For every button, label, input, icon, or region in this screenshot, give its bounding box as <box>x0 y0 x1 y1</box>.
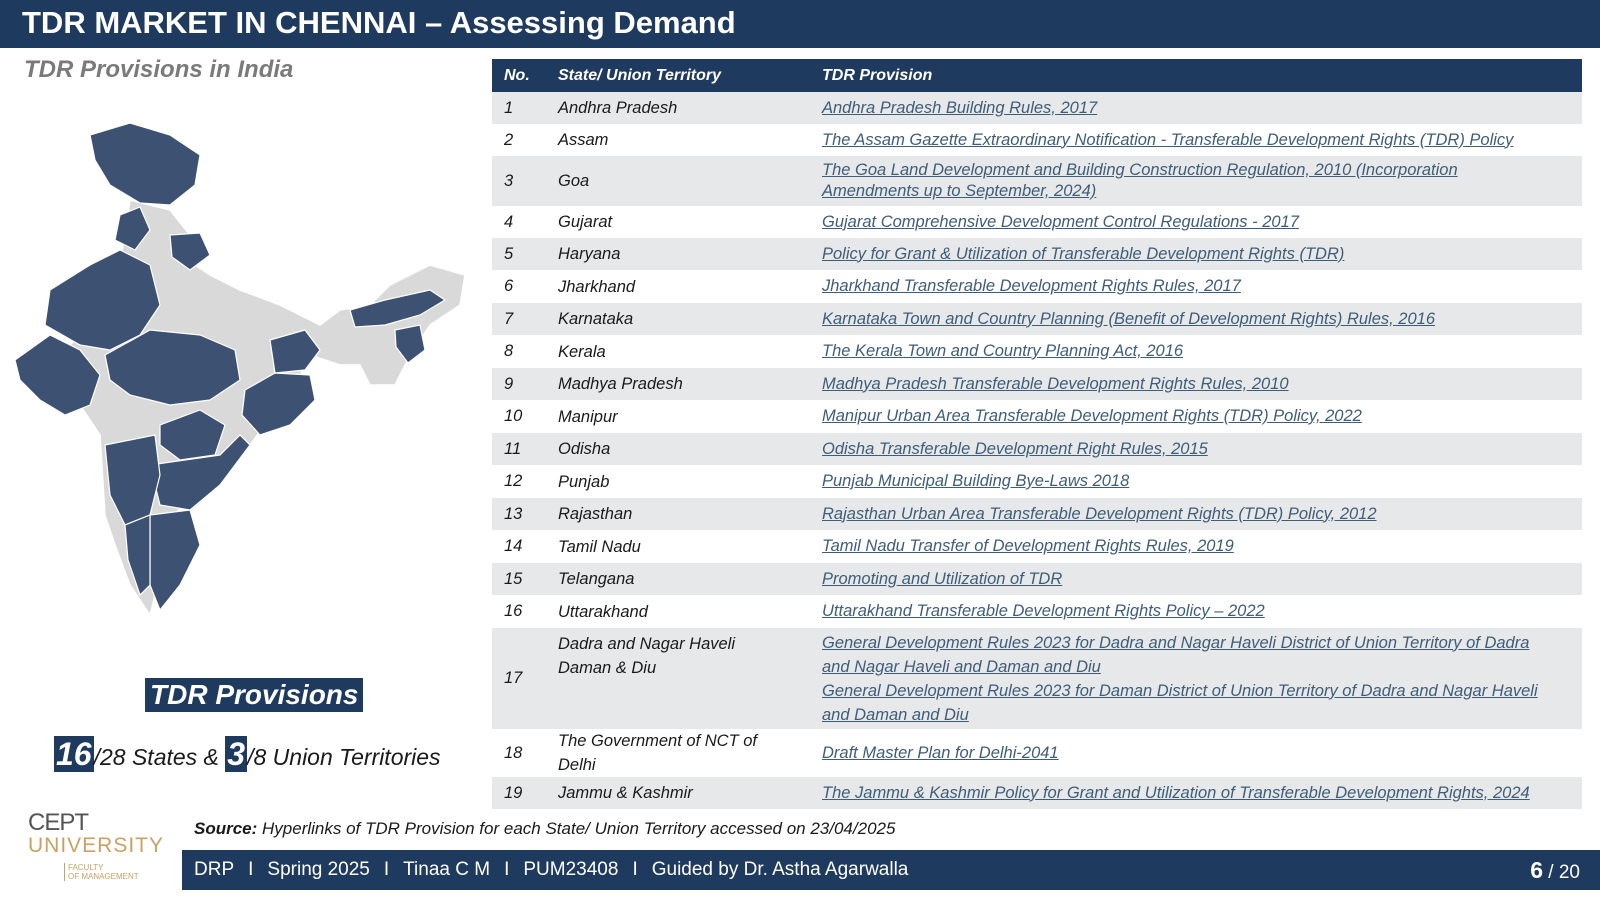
row-number: 13 <box>492 498 546 530</box>
state-name: Daman & Diu <box>558 659 657 677</box>
logo-faculty <box>64 863 139 881</box>
row-provision <box>810 92 1582 124</box>
row-provision <box>810 368 1582 400</box>
row-number: 12 <box>492 465 546 498</box>
table-row <box>492 156 1582 206</box>
title-bar <box>0 0 1600 48</box>
coverage-summary <box>54 736 441 773</box>
row-number: 14 <box>492 530 546 563</box>
row-number: 15 <box>492 563 546 595</box>
provision-link[interactable]: Gujarat Comprehensive Development Control Regulations - 2017 <box>822 212 1299 231</box>
page-total: / 20 <box>1543 862 1580 883</box>
provision-link[interactable]: Tamil Nadu Transfer of Development Rights Rules, 2019 <box>822 537 1234 555</box>
footer-separator: I <box>248 859 254 880</box>
row-provision <box>810 465 1582 498</box>
row-provision <box>810 498 1582 530</box>
row-provision <box>810 433 1582 465</box>
state-name: Haryana <box>558 245 621 263</box>
row-state <box>546 628 810 729</box>
row-state <box>546 563 810 595</box>
states-count: 16 <box>56 736 92 772</box>
provision-link[interactable]: General Development Rules 2023 for Daman District of Union Territory of Dadra and Nagar Haveli <box>822 681 1538 700</box>
source-label: Source: <box>194 819 258 838</box>
table-row <box>492 628 1582 729</box>
state-name: Jharkhand <box>558 277 636 296</box>
slide-title: TDR MARKET IN CHENNAI – Assessing Demand <box>22 5 736 40</box>
row-state <box>546 92 810 124</box>
row-provision <box>810 563 1582 595</box>
state-name: Rajasthan <box>558 505 633 523</box>
state-name: Tamil Nadu <box>558 537 641 556</box>
row-provision <box>810 124 1582 156</box>
provision-link[interactable]: Policy for Grant & Utilization of Transferable Development Rights (TDR) <box>822 244 1345 263</box>
table-row <box>492 498 1582 530</box>
provision-link[interactable]: The Assam Gazette Extraordinary Notification - Transferable Development Rights (TDR) Policy <box>822 130 1514 149</box>
footer-separator: I <box>504 859 510 880</box>
row-number: 2 <box>492 124 546 156</box>
col-header-state: State/ Union Territory <box>546 59 810 92</box>
table-row <box>492 270 1582 303</box>
state-name: Uttarakhand <box>558 602 648 621</box>
provision-link[interactable]: Odisha Transferable Development Right Rules, 2015 <box>822 439 1208 458</box>
row-number: 4 <box>492 206 546 238</box>
provision-link[interactable]: Andhra Pradesh Building Rules, 2017 <box>822 98 1098 117</box>
row-number: 9 <box>492 368 546 400</box>
tdr-provisions-label: TDR Provisions <box>145 678 363 712</box>
logo-line1: CEPT <box>28 809 89 836</box>
footer-item: PUM23408 <box>523 859 619 880</box>
provision-link[interactable]: Manipur Urban Area Transferable Development Rights (TDR) Policy, 2022 <box>822 407 1362 425</box>
row-number: 8 <box>492 335 546 368</box>
map-region-tamil-nadu <box>150 510 200 610</box>
table-row <box>492 777 1582 809</box>
tdr-provisions-table <box>492 59 1582 809</box>
table-row <box>492 303 1582 335</box>
row-number: 17 <box>492 628 546 729</box>
row-state <box>546 400 810 433</box>
provision-link[interactable]: Punjab Municipal Building Bye-Laws 2018 <box>822 472 1130 490</box>
state-name: The Government of NCT of Delhi <box>558 732 757 774</box>
state-name: Jammu & Kashmir <box>558 784 693 802</box>
provision-link[interactable]: Madhya Pradesh Transferable Development Rights Rules, 2010 <box>822 374 1289 393</box>
provision-link[interactable]: The Kerala Town and Country Planning Act, 2016 <box>822 342 1184 360</box>
row-number: 19 <box>492 777 546 809</box>
row-state <box>546 270 810 303</box>
table-row <box>492 563 1582 595</box>
table-row <box>492 124 1582 156</box>
provision-link[interactable]: Promoting and Utilization of TDR <box>822 569 1063 588</box>
state-name: Assam <box>558 131 609 149</box>
row-state <box>546 124 810 156</box>
row-number: 16 <box>492 595 546 628</box>
row-state <box>546 530 810 563</box>
footer-bar <box>182 850 1600 890</box>
states-text: /28 States & <box>93 744 226 770</box>
provision-link[interactable]: and Nagar Haveli and Daman and Diu <box>822 657 1101 676</box>
state-name: Madhya Pradesh <box>558 375 683 393</box>
table-row <box>492 729 1582 777</box>
row-state <box>546 368 810 400</box>
source-text: Hyperlinks of TDR Provision for each State/ Union Territory accessed on 23/04/2025 <box>257 819 896 838</box>
state-name: Telangana <box>558 570 635 588</box>
row-state <box>546 465 810 498</box>
row-number: 5 <box>492 238 546 270</box>
state-name: Manipur <box>558 407 618 426</box>
row-state <box>546 335 810 368</box>
table-row <box>492 530 1582 563</box>
state-name: Gujarat <box>558 213 613 231</box>
row-provision <box>810 335 1582 368</box>
provision-link[interactable]: Jharkhand Transferable Development Rights Rules, 2017 <box>822 277 1241 295</box>
table-row <box>492 595 1582 628</box>
row-number: 18 <box>492 729 546 777</box>
page-current: 6 <box>1530 857 1544 883</box>
row-provision <box>810 270 1582 303</box>
footer-item: Tinaa C M <box>403 859 491 880</box>
row-provision <box>810 628 1582 729</box>
state-name: Kerala <box>558 342 606 361</box>
footer-item: Spring 2025 <box>267 859 370 880</box>
row-provision <box>810 729 1582 777</box>
provision-link[interactable]: Draft Master Plan for Delhi-2041 <box>822 743 1059 762</box>
table-row <box>492 368 1582 400</box>
row-provision <box>810 206 1582 238</box>
row-state <box>546 156 810 206</box>
provision-link[interactable]: Uttarakhand Transferable Development Rights Policy – 2022 <box>822 602 1265 620</box>
state-name: Odisha <box>558 440 611 458</box>
table-row <box>492 400 1582 433</box>
row-provision <box>810 238 1582 270</box>
row-state <box>546 238 810 270</box>
row-state <box>546 433 810 465</box>
provision-link[interactable]: The Jammu & Kashmir Policy for Grant and Utilization of Transferable Development Rights, 2024 <box>822 783 1530 802</box>
provision-link[interactable]: Rajasthan Urban Area Transferable Development Rights (TDR) Policy, 2012 <box>822 504 1377 523</box>
row-number: 1 <box>492 92 546 124</box>
provision-link[interactable]: and Daman and Diu <box>822 705 969 724</box>
row-provision <box>810 777 1582 809</box>
table-row <box>492 206 1582 238</box>
provision-link[interactable]: Karnataka Town and Country Planning (Benefit of Development Rights) Rules, 2016 <box>822 309 1435 328</box>
row-state <box>546 498 810 530</box>
row-state <box>546 595 810 628</box>
page-indicator <box>1530 857 1580 884</box>
state-name: Goa <box>558 172 590 190</box>
row-number: 6 <box>492 270 546 303</box>
row-state <box>546 729 810 777</box>
col-header-provision: TDR Provision <box>810 59 1582 92</box>
cept-logo <box>28 809 165 887</box>
footer-separator: I <box>383 859 390 880</box>
row-provision <box>810 303 1582 335</box>
logo-line4: OF MANAGEMENT <box>68 872 139 881</box>
logo-line3: FACULTY <box>68 863 104 872</box>
logo-line2: UNIVERSITY <box>28 834 165 857</box>
table-row <box>492 335 1582 368</box>
row-state <box>546 777 810 809</box>
row-provision <box>810 530 1582 563</box>
row-state <box>546 206 810 238</box>
footer-items <box>194 859 908 881</box>
row-number: 7 <box>492 303 546 335</box>
footer-item: DRP <box>194 859 235 880</box>
map-region-jammu-kashmir <box>90 123 200 205</box>
ut-text: /8 Union Territories <box>247 744 441 770</box>
table-row <box>492 238 1582 270</box>
row-number: 3 <box>492 156 546 206</box>
row-number: 10 <box>492 400 546 433</box>
table-body <box>492 92 1582 809</box>
provision-link[interactable]: General Development Rules 2023 for Dadra and Nagar Haveli District of Union Territory of Dadra <box>822 633 1530 652</box>
footer-item: Guided by Dr. Astha Agarwalla <box>651 859 909 880</box>
section-subtitle: TDR Provisions in India <box>24 56 294 83</box>
ut-count: 3 <box>227 736 246 772</box>
row-provision <box>810 400 1582 433</box>
state-name: Andhra Pradesh <box>558 99 678 117</box>
provision-link[interactable]: Amendments up to September, 2024) <box>822 182 1097 200</box>
row-number: 11 <box>492 433 546 465</box>
provision-link[interactable]: The Goa Land Development and Building Construction Regulation, 2010 (Incorporation <box>822 161 1458 179</box>
source-note <box>194 819 895 839</box>
india-map <box>10 115 480 660</box>
state-name: Dadra and Nagar Haveli <box>558 635 736 653</box>
col-header-no: No. <box>492 59 546 92</box>
state-name: Punjab <box>558 472 610 491</box>
row-state <box>546 303 810 335</box>
row-provision <box>810 595 1582 628</box>
footer-separator: I <box>632 859 638 880</box>
state-name: Karnataka <box>558 310 634 328</box>
table-row <box>492 465 1582 498</box>
table-header-row <box>492 59 1582 92</box>
table-row <box>492 433 1582 465</box>
row-provision <box>810 156 1582 206</box>
table-row <box>492 92 1582 124</box>
